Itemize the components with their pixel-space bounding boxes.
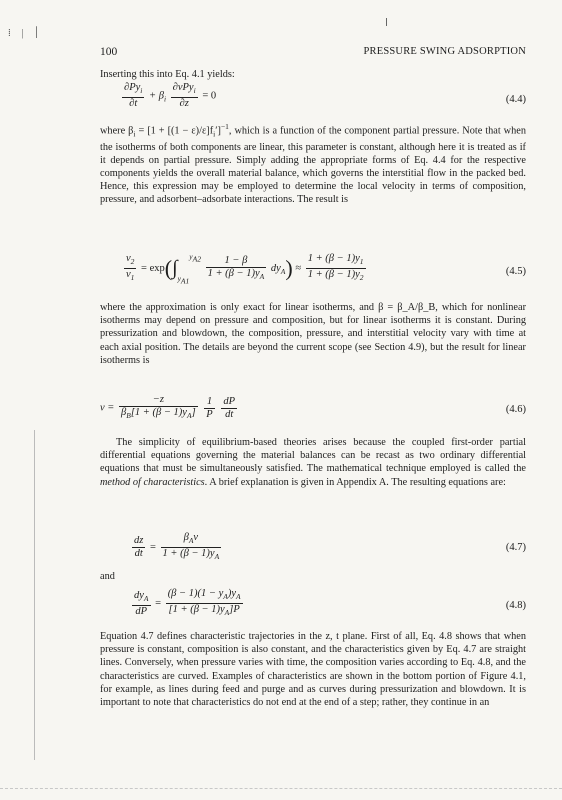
scan-margin-marks: ⁞ | ׀ xyxy=(8,28,44,39)
equation-4-7: $\frac{dz}{dt}$ = $\frac{\beta_Av}{1 + (\beta - 1)y_A}$ (4.7) xyxy=(134,532,526,562)
paragraph-characteristics-method: The simplicity of equilibrium-based theories arises because the coupled first-order partial differential equations governing the material balances can be recast as two ordinary differential equations that must be simultaneously satisfied. The mathematical technique employed is called the method of characteristics. A brief explanation is given in Appendix A. The resulting equations are: xyxy=(100,437,526,488)
equation-number: (4.6) xyxy=(505,404,526,415)
equation-4-6: v = $\frac{-z}{\beta_B[1 + (\beta - 1)y_A]}$ $\frac{1}{P}$ $\frac{dP}{dt}$ (4.6) xyxy=(100,394,526,421)
equation-number: (4.5) xyxy=(505,266,526,277)
paragraph-intro xyxy=(100,68,526,81)
paragraph-and: and xyxy=(100,571,115,582)
scan-bottom-edge xyxy=(0,788,562,791)
paragraph-text: Inserting this into Eq. 4.1 yields: xyxy=(100,69,235,80)
equation-4-5: $\frac{v_2}{v_1}$ = $\exp(\int_{y_{A1}}^{y_{A2}}$ $\frac{1 - \beta}{1 + (\beta - 1)y_A}$ $dy_A$) ≈ $\frac{1 + (\beta - 1)y_1}{1 + (\beta - 1)y_2}$ (4.5) xyxy=(126,252,526,286)
scan-mark xyxy=(386,18,387,26)
scan-margin-line xyxy=(34,430,35,760)
paragraph-beta: where $\beta_i = [1 + [(1 - \varepsilon)/\varepsilon]f_i']^{-1}$, which is a function of the component partial pressure. Note that when the isotherms of both components are linear, this parameter is constant, although here it is treated as if it depends on partial pressure. Simply adding the appropriate forms of Eq. 4.4 for the respective components yields the overall material balance, which governs the interstitial flow in the packed bed. Hence, this expression may be employed to determine the local velocity in terms of composition, pressure, and adsorbent–adsorbate interactions. The result is xyxy=(100,122,526,206)
equation-number: (4.7) xyxy=(505,542,526,553)
paragraph-trajectories: Equation 4.7 defines characteristic trajectories in the z, t plane. First of all, Eq. 4.8 shows that when pressure is constant, composition is also constant, and the characteristics given by Eq. 4.7 are straight lines. Conversely, when pressure varies with time, the composition varies according to Eq. 4.8, and the characteristics are curved. Examples of characteristics are shown in the bottom portion of Figure 4.1, for example, as lines during feed and purge and as curves during pressurization and blowdown. It is important to note that characteristics do not end at the end of a step; rather, they continue in an xyxy=(100,631,526,709)
page-number: 100 xyxy=(100,46,118,58)
equation-4-8: $\frac{dy_A}{dP}$ = $\frac{(\beta - 1)(1 - y_A)y_A}{[1 + (\beta - 1)y_A]P}$ (4.8) xyxy=(134,588,526,618)
equation-number: (4.8) xyxy=(505,600,526,611)
equation-number: (4.4) xyxy=(505,94,526,105)
running-title: PRESSURE SWING ADSORPTION xyxy=(363,46,526,57)
running-header xyxy=(100,46,526,60)
emphasis-term: method of characteristics xyxy=(100,476,205,488)
equation-4-4: $\frac{\partial Py_i}{\partial t}$ + $\beta_i$ $\frac{\partial vPy_i}{\partial z}$ = 0 (4.4) xyxy=(124,82,526,110)
paragraph-approximation: where the approximation is only exact for linear isotherms, and β = β_A/β_B, which for nonlinear isotherms may depend on pressure and composition, but for linear isotherms it is constant. During pressurization and blowdown, the composition, pressure, and interstitial velocity vary with time at each axial position. The details are beyond the current scope (see Section 4.9), but the result for linear isotherms is xyxy=(100,302,526,366)
